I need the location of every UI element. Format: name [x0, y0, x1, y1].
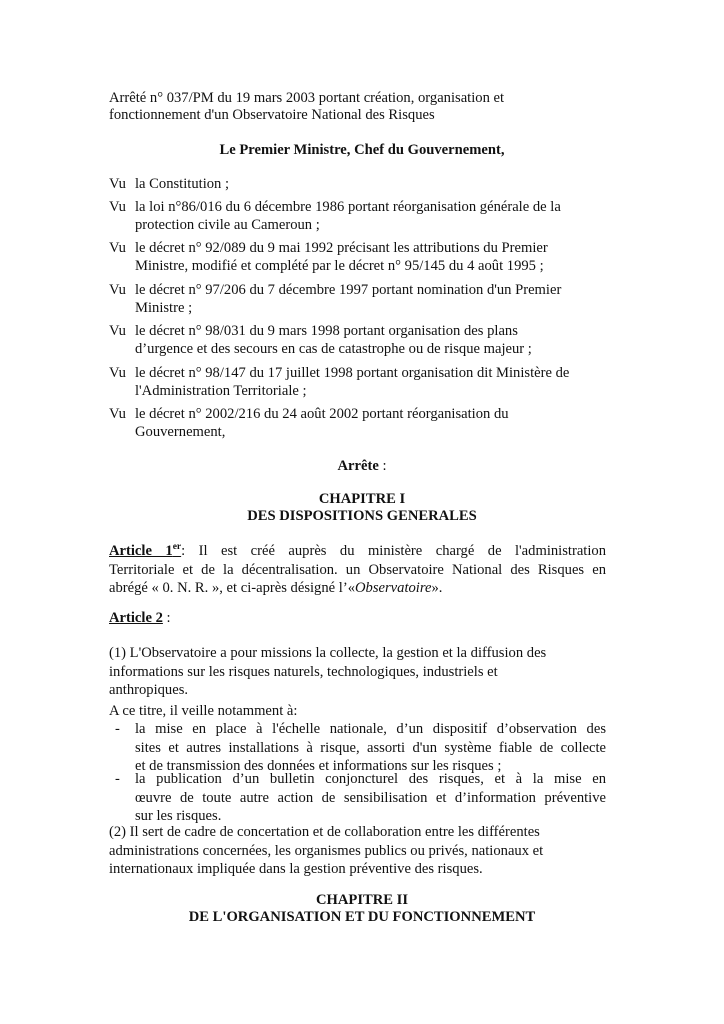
vu-item	[109, 364, 606, 401]
article-2-p2-line: administrations concernées, les organismes publics ou privés, nationaux et	[109, 842, 544, 859]
bullet-item	[109, 770, 606, 826]
vu-item-line: Ministre ;	[135, 300, 193, 316]
article-1-line-3-start: abrégé « 0. N. R. », et ci-après désigné l’«	[109, 580, 355, 597]
vu-item-line: Ministre, modifié et complété par le décret n° 95/145 du 4 août 1995 ;	[135, 258, 544, 274]
arrete-heading	[0, 457, 724, 476]
vu-item-line: le décret n° 2002/216 du 24 août 2002 portant réorganisation du	[135, 406, 509, 422]
chapter-1-title: DES DISPOSITIONS GENERALES	[247, 508, 477, 524]
vu-item-line: protection civile au Cameroun ;	[135, 217, 320, 233]
bullet-line: la mise en place à l'échelle nationale, d’un dispositif d’observation des	[135, 721, 606, 737]
vu-item-line: le décret n° 98/031 du 9 mars 1998 portant organisation des plans	[135, 323, 518, 339]
article-1-line	[109, 579, 606, 598]
bullet-line: œuvre de toute autre action de sensibilisation et d’information préventive	[135, 789, 606, 806]
article-1-line: Territoriale et de la décentralisation. un Observatoire National des Risques en	[109, 561, 606, 578]
vu-item-line: la loi n°86/016 du 6 décembre 1986 portant réorganisation générale de la	[135, 199, 561, 215]
vu-item	[109, 175, 606, 194]
bullet-line: la publication d’un bulletin conjoncturel des risques, et à la mise en	[135, 771, 606, 787]
vu-item-line: l'Administration Territoriale ;	[135, 383, 307, 399]
vu-item	[109, 281, 606, 318]
vu-item-line: le décret n° 92/089 du 9 mai 1992 précisant les attributions du Premier	[135, 240, 548, 256]
bullet-line: sites et autres installations à risque, assorti d'un système fiable de collecte	[135, 739, 606, 756]
vu-item-line: Gouvernement,	[135, 424, 226, 440]
bullet-dash: -	[115, 721, 120, 737]
chapter-1-number: CHAPITRE I	[318, 491, 406, 507]
vu-item-line: le décret n° 98/147 du 17 juillet 1998 portant organisation dit Ministère de	[135, 365, 570, 381]
arrete-word: Arrête	[337, 458, 379, 474]
bullet-line: et de transmission des données et informations sur les risques ;	[135, 758, 502, 775]
bullet-text	[135, 720, 606, 776]
vu-keyword: Vu	[109, 323, 126, 339]
chapter-2-number: CHAPITRE II	[315, 892, 409, 908]
vu-keyword: Vu	[109, 199, 126, 215]
article-2-p2-line: internationaux impliquée dans la gestion préventive des risques.	[109, 861, 483, 878]
vu-keyword: Vu	[109, 240, 126, 256]
bullet-item	[109, 720, 606, 776]
article-1-label	[109, 543, 181, 559]
article-2-intro: A ce titre, il veille notamment à:	[109, 703, 298, 719]
bullet-line: sur les risques.	[135, 808, 222, 825]
vu-keyword: Vu	[109, 365, 126, 381]
article-2-colon: :	[162, 610, 171, 626]
article-1-label-text: Article 1	[109, 543, 173, 559]
decree-title-line-1: Arrêté n° 037/PM du 19 mars 2003 portant création, organisation et	[109, 90, 505, 106]
article-1-sup: er	[172, 542, 182, 553]
article-1-line	[109, 542, 606, 561]
vu-item	[109, 322, 606, 359]
decree-title-line-2: fonctionnement d'un Observatoire National des Risques	[109, 107, 435, 123]
vu-item-line: d’urgence et des secours en cas de catastrophe ou de risque majeur ;	[135, 341, 532, 357]
bullet-text	[135, 770, 606, 826]
arrete-colon: :	[378, 458, 387, 474]
article-1	[109, 542, 606, 598]
article-2-p1-line: anthropiques.	[109, 682, 189, 699]
article-2-p2-line: (2) Il sert de cadre de concertation et de collaboration entre les différentes	[109, 824, 540, 840]
article-1-italic-term: Observatoire	[355, 580, 432, 597]
article-2-label: Article 2	[109, 610, 163, 626]
chapter-2-title: DE L'ORGANISATION ET DU FONCTIONNEMENT	[188, 909, 536, 925]
article-1-line-3-end: ».	[431, 580, 443, 597]
vu-keyword: Vu	[109, 406, 126, 422]
article-2-p1-line: (1) L'Observatoire a pour missions la collecte, la gestion et la diffusion des	[109, 645, 547, 661]
vu-keyword: Vu	[109, 176, 126, 192]
article-2-p1-line: informations sur les risques naturels, technologiques, industriels et	[109, 663, 498, 680]
vu-item	[109, 198, 606, 235]
vu-item-line: la Constitution ;	[135, 176, 230, 192]
bullet-dash: -	[115, 771, 120, 787]
article-2-paragraph-2	[109, 823, 606, 879]
vu-item	[109, 239, 606, 276]
vu-item-line: le décret n° 97/206 du 7 décembre 1997 portant nomination d'un Premier	[135, 282, 562, 298]
authority-heading: Le Premier Ministre, Chef du Gouvernement,	[219, 142, 505, 158]
vu-item	[109, 405, 606, 442]
article-1-line-1-text: : Il est créé auprès du ministère chargé de l'administration	[181, 543, 606, 559]
article-2-paragraph-1	[109, 644, 606, 700]
article-2-heading	[109, 609, 171, 628]
vu-keyword: Vu	[109, 282, 126, 298]
